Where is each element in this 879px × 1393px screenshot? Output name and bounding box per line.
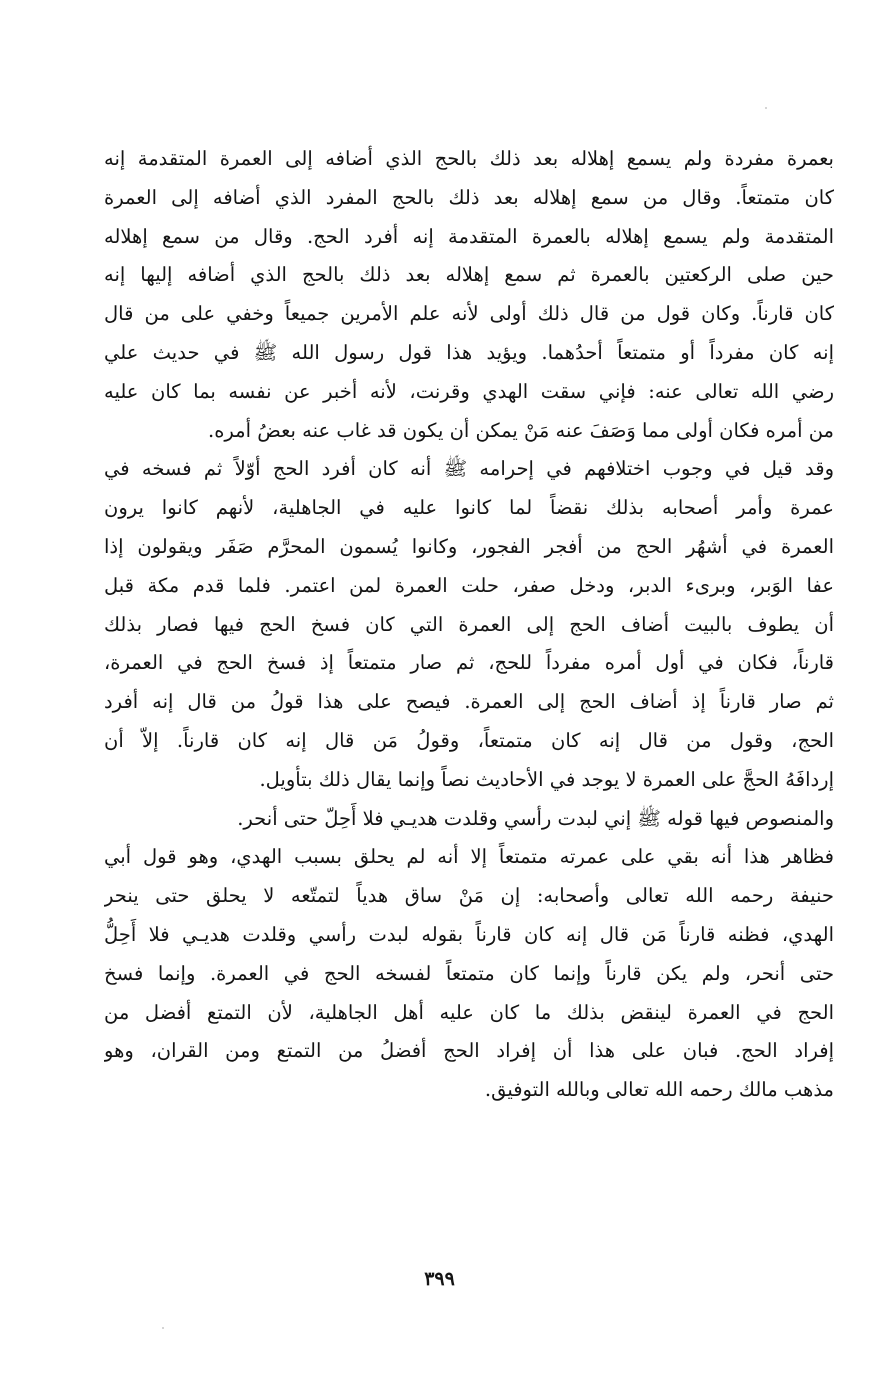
text-line: العمرة في أشهُر الحج من أفجر الفجور، وكانوا يُسمون المحرَّم صَفَر ويقولون إذا	[104, 534, 834, 558]
text-line: فظاهر هذا أنه بقي على عمرته متمتعاً إلا أنه لم يحلق بسبب الهدي، وهو قول أبي	[104, 845, 834, 869]
text-line: قارناً، فكان في أول أمره مفرداً للحج، ثم صار متمتعاً إذ فسخ الحج في العمرة،	[104, 651, 834, 675]
text-line: عفا الوَبر، وبرىء الدبر، ودخل صفر، حلت العمرة لمن اعتمر. فلما قدم مكة قبل	[104, 573, 834, 597]
text-line: عمرة وأمر أصحابه بذلك نقضاً لما كانوا عليه في الجاهلية، لأنهم كانوا يرون	[104, 496, 834, 520]
text-line: حتى أنحر، ولم يكن قارناً وإنما كان متمتعاً لفسخه الحج في العمرة. وإنما فسخ	[104, 961, 834, 985]
text-line: بعمرة مفردة ولم يسمع إهلاله بعد ذلك بالحج الذي أضافه إلى العمرة المتقدمة إنه	[104, 147, 834, 170]
page-number: ٣٩٩	[424, 1268, 455, 1290]
text-line: الحج في العمرة لينقض بذلك ما كان عليه أهل الجاهلية، لأن التمتع أفضل من	[104, 1000, 834, 1024]
text-line: المتقدمة ولم يسمع إهلاله بالعمرة المتقدمة إنه أفرد الحج. وقال من سمع إهلاله	[104, 224, 834, 248]
text-line: إنه كان مفرداً أو متمتعاً أحدُهما. ويؤيد هذا قول رسول الله ﷺ في حديث علي	[104, 340, 834, 364]
text-line: مذهب مالك رحمه الله تعالى وبالله التوفيق.	[484, 1078, 834, 1102]
text-line: كان متمتعاً. وقال من سمع إهلاله بعد ذلك بالحج المفرد الذي أضافه إلى العمرة	[104, 185, 834, 209]
text-line: رضي الله تعالى عنه: فإني سقت الهدي وقرنت، لأنه أخبر عن نفسه بما كان عليه	[104, 379, 834, 403]
text-line: حنيفة رحمه الله تعالى وأصحابه: إن مَنْ ساق هدياً لتمتّعه لا يحلق حتى ينحر	[104, 884, 834, 908]
text-line: والمنصوص فيها قوله ﷺ إني لبدت رأسي وقلدت هديـي فلا أَحِلّ حتى أنحر.	[237, 806, 834, 830]
text-line: إردافَهُ الحجَّ على العمرة لا يوجد في الأحاديث نصاً وإنما يقال ذلك بتأويل.	[259, 767, 834, 791]
text-line: كان قارناً. وكان قول من قال ذلك أولى لأنه علم الأمرين جميعاً وخفي على من قال	[104, 302, 834, 326]
body-text	[104, 140, 834, 1110]
text-line: الحج، وقول من قال إنه كان متمتعاً، وقولُ مَن قال إنه كان قارناً. إلاّ أن	[104, 728, 834, 752]
text-line: وقد قيل في وجوب اختلافهم في إحرامه ﷺ أنه كان أفرد الحج أوّلاً ثم فسخه في	[104, 457, 834, 481]
text-line: من أمره فكان أولى مما وَصَفَ عنه مَنْ يمكن أن يكون قد غاب عنه بعضُ أمره.	[208, 418, 834, 442]
page-speck	[765, 107, 767, 109]
text-line: حين صلى الركعتين بالعمرة ثم سمع إهلاله بعد ذلك بالحج الذي أضافه إليها إنه	[104, 263, 834, 287]
page-speck	[162, 1327, 164, 1329]
text-line: إفراد الحج. فبان على هذا أن إفراد الحج أفضلُ من التمتع ومن القران، وهو	[104, 1039, 834, 1063]
text-line: ثم صار قارناً إذ أضاف الحج إلى العمرة. فيصح على هذا قولُ من قال إنه أفرد	[104, 690, 834, 714]
text-line: أن يطوف بالبيت أضاف الحج إلى العمرة التي كان فسخ الحج فيها فصار بذلك	[104, 612, 834, 636]
text-line: الهدي، فظنه قارناً مَن قال إنه كان قارناً بقوله لبدت رأسي وقلدت هديـي فلا أَحِلُّ	[104, 922, 834, 946]
